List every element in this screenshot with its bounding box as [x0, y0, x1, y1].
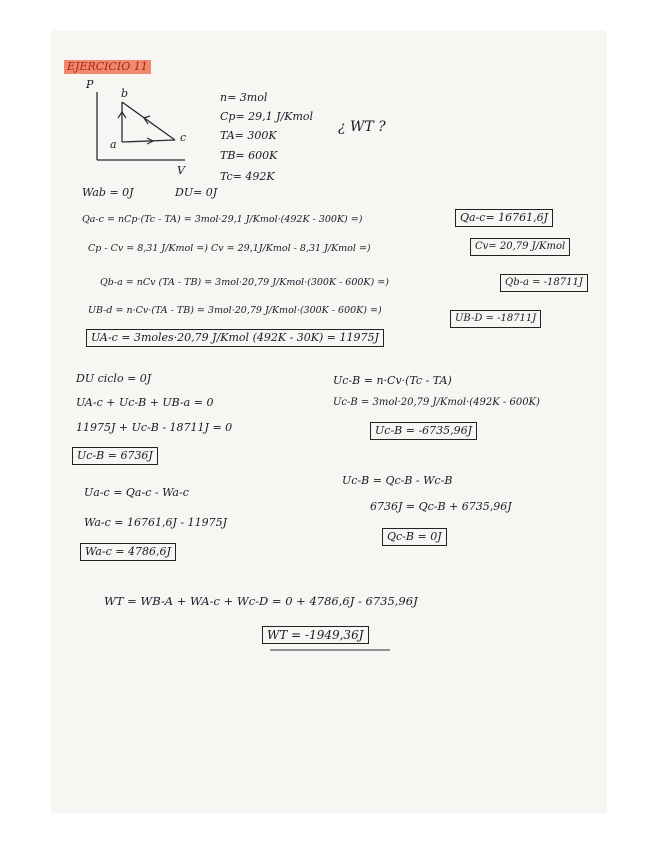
box-uac: UA-c = 3moles·20,79 J/Kmol (492K - 30K) = 11975J [86, 329, 384, 347]
line-sum2: 11975J + Uc-B - 18711J = 0 [76, 421, 233, 434]
given-ta: TA= 300K [220, 129, 277, 142]
line-ciclo: DU ciclo = 0J [76, 372, 152, 385]
axis-v-label: V [177, 164, 185, 177]
box-ucb-r: Uc-B = -6735,96J [370, 422, 477, 440]
point-a-label: a [110, 138, 117, 151]
line-wt: WT = WB-A + WA-c + Wc-D = 0 + 4786,6J - 6735,96J [104, 594, 418, 608]
line-qba: Qb-a = nCv (TA - TB) = 3mol·20,79 J/Kmol·(300K - 600K) =) [100, 277, 389, 288]
given-cp: Cp= 29,1 J/Kmol [220, 110, 314, 123]
line-cpcv: Cp - Cv = 8,31 J/Kmol =) Cv = 29,1J/Kmol - 8,31 J/Kmol =) [88, 243, 371, 254]
box-cv: Cv= 20,79 J/Kmol [470, 238, 570, 256]
box-ucb: Uc-B = 6736J [72, 447, 158, 465]
box-wt: WT = -1949,36J [262, 626, 369, 644]
line-wac: Wa-c = 16761,6J - 11975J [84, 516, 228, 529]
box-qcb: Qc-B = 0J [382, 528, 447, 546]
point-b-label: b [121, 87, 129, 100]
given-n: n= 3mol [220, 91, 268, 104]
exercise-title: EJERCICIO 11 [64, 60, 151, 74]
line-qac: Qa-c = nCp·(Tc - TA) = 3mol·29,1 J/Kmol·(492K - 300K) =) [82, 214, 363, 225]
line-wab: Wab = 0J [82, 186, 134, 199]
box-ubd: UB-D = -18711J [450, 310, 541, 328]
line-ubd: UB-d = n·Cv·(TA - TB) = 3mol·20,79 J/Kmol·(300K - 600K) =) [88, 305, 382, 316]
given-tc: Tc= 492K [220, 170, 275, 183]
given-tb: TB= 600K [220, 149, 278, 162]
line-ucb-r2: Uc-B = 3mol·20,79 J/Kmol·(492K - 600K) [333, 397, 540, 408]
box-wac: Wa-c = 4786,6J [80, 543, 176, 561]
line-sum: UA-c + Uc-B + UB-a = 0 [76, 396, 214, 409]
line-du: DU= 0J [175, 186, 218, 199]
line-ucb-r: Uc-B = n·Cv·(Tc - TA) [333, 374, 452, 387]
axis-p-label: P [86, 78, 94, 91]
process-ac [122, 140, 175, 142]
line-uac2: Ua-c = Qa-c - Wa-c [84, 486, 189, 499]
line-ucb-r4: 6736J = Qc-B + 6735,96J [370, 500, 512, 513]
question: ¿ WT ? [338, 119, 386, 135]
point-c-label: c [180, 131, 187, 144]
box-qba: Qb-a = -18711J [500, 274, 588, 292]
process-bc [122, 102, 175, 140]
line-ucb-r3: Uc-B = Qc-B - Wc-B [342, 474, 453, 487]
box-qac: Qa-c= 16761,6J [455, 209, 553, 227]
